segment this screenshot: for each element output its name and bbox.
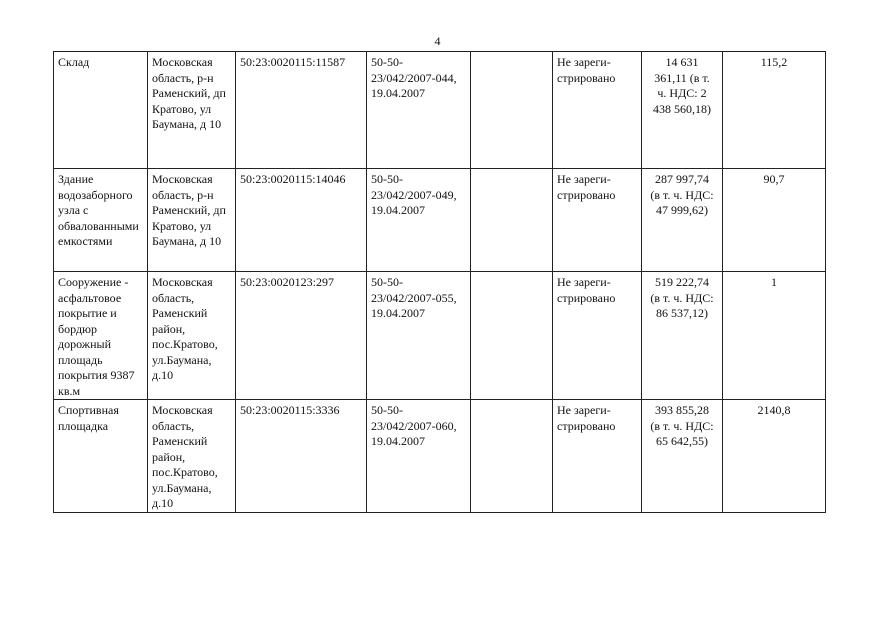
page-number: 4 bbox=[434, 34, 441, 48]
encumbrance-status-cell: Не зареги- стрировано bbox=[553, 400, 642, 513]
area-cell: 90,7 bbox=[723, 169, 826, 272]
area-cell: 2140,8 bbox=[723, 400, 826, 513]
value-cell: 393 855,28 (в т. ч. НДС: 65 642,55) bbox=[642, 400, 723, 513]
address-cell: Московская область, р-н Раменский, дп Кратово, ул Баумана, д 10 bbox=[148, 52, 236, 169]
encumbrance-status-cell: Не зареги- стрировано bbox=[553, 272, 642, 400]
object-name-cell: Сооружение - асфальтовое покрытие и бордюр дорожный площадь покрытия 9387 кв.м bbox=[54, 272, 148, 400]
table-row bbox=[54, 52, 826, 169]
registration-cell: 50-50- 23/042/2007-049, 19.04.2007 bbox=[367, 169, 471, 272]
value-cell: 14 631 361,11 (в т. ч. НДС: 2 438 560,18) bbox=[642, 52, 723, 169]
cadastral-number-cell: 50:23:0020115:11587 bbox=[236, 52, 367, 169]
cadastral-number-cell: 50:23:0020115:3336 bbox=[236, 400, 367, 513]
table-row bbox=[54, 272, 826, 400]
encumbrance-status-cell: Не зареги- стрировано bbox=[553, 52, 642, 169]
empty-cell bbox=[471, 52, 553, 169]
encumbrance-status-cell: Не зареги- стрировано bbox=[553, 169, 642, 272]
address-cell: Московская область, Раменский район, пос.Кратово, ул.Баумана, д.10 bbox=[148, 400, 236, 513]
address-cell: Московская область, Раменский район, пос.Кратово, ул.Баумана, д.10 bbox=[148, 272, 236, 400]
cadastral-number-cell: 50:23:0020115:14046 bbox=[236, 169, 367, 272]
registration-cell: 50-50- 23/042/2007-044, 19.04.2007 bbox=[367, 52, 471, 169]
table-row bbox=[54, 169, 826, 272]
value-cell: 287 997,74 (в т. ч. НДС: 47 999,62) bbox=[642, 169, 723, 272]
empty-cell bbox=[471, 400, 553, 513]
property-table bbox=[53, 51, 826, 513]
empty-cell bbox=[471, 272, 553, 400]
object-name-cell: Здание водозаборного узла с обвалованными емкостями bbox=[54, 169, 148, 272]
table-row bbox=[54, 400, 826, 513]
cadastral-number-cell: 50:23:0020123:297 bbox=[236, 272, 367, 400]
object-name-cell: Склад bbox=[54, 52, 148, 169]
area-cell: 1 bbox=[723, 272, 826, 400]
registration-cell: 50-50- 23/042/2007-060, 19.04.2007 bbox=[367, 400, 471, 513]
address-cell: Московская область, р-н Раменский, дп Кратово, ул Баумана, д 10 bbox=[148, 169, 236, 272]
empty-cell bbox=[471, 169, 553, 272]
registration-cell: 50-50- 23/042/2007-055, 19.04.2007 bbox=[367, 272, 471, 400]
value-cell: 519 222,74 (в т. ч. НДС: 86 537,12) bbox=[642, 272, 723, 400]
area-cell: 115,2 bbox=[723, 52, 826, 169]
object-name-cell: Спортивная площадка bbox=[54, 400, 148, 513]
